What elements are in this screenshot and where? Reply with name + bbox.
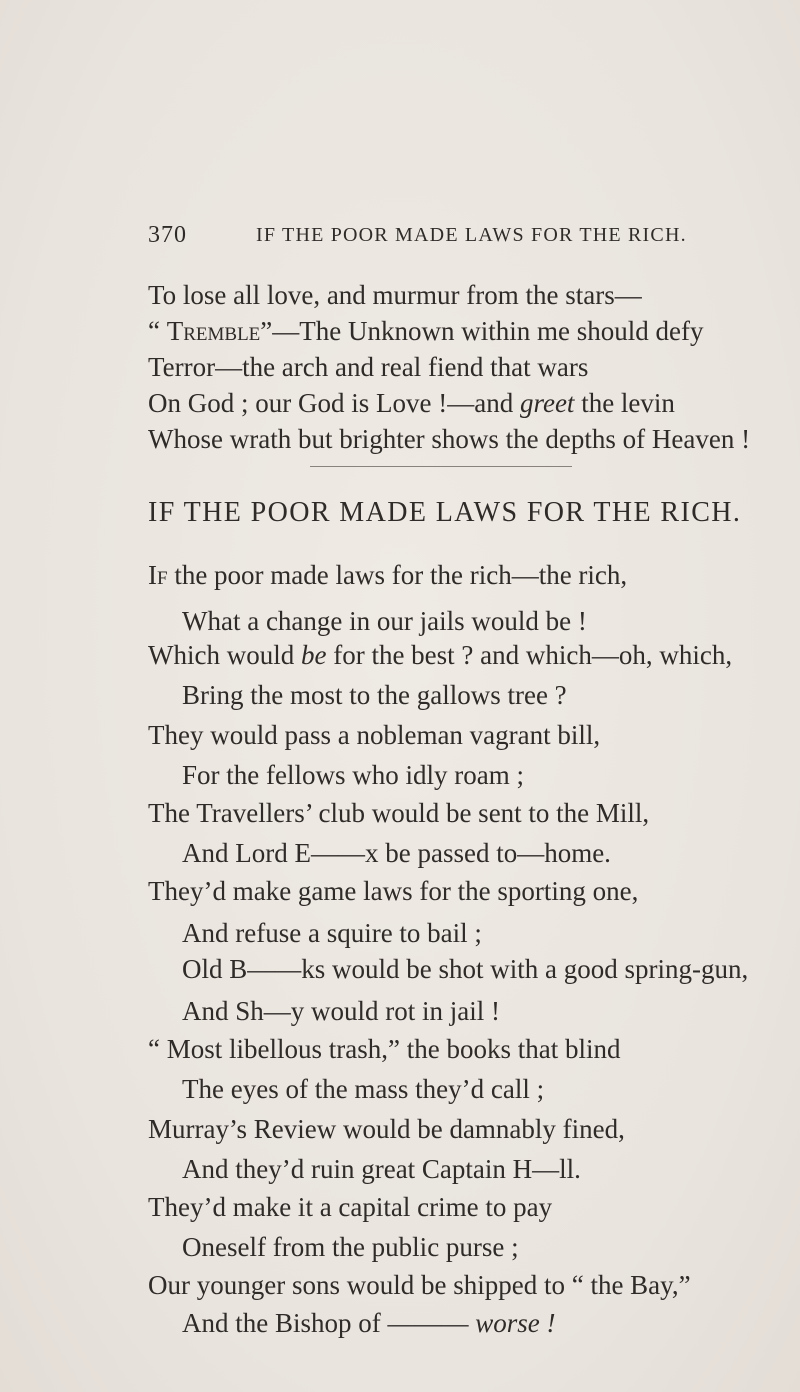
first-word-smallcaps: If bbox=[148, 560, 168, 590]
running-head bbox=[148, 222, 748, 252]
close-quote: ” bbox=[260, 316, 273, 346]
poem-line-20-text: And the Bishop of ——— bbox=[182, 1308, 469, 1338]
section-divider bbox=[310, 466, 572, 467]
be-italic: be bbox=[300, 640, 327, 670]
worse-italic: worse ! bbox=[468, 1308, 556, 1338]
open-quote: “ bbox=[148, 316, 167, 346]
poem-line-6: For the fellows who idly roam ; bbox=[182, 760, 524, 790]
poem-line-2: What a change in our jails would be ! bbox=[182, 606, 587, 636]
poem-line-1 bbox=[148, 562, 627, 589]
poem-line-11: Old B——ks would be shot with a good spring-gun, bbox=[182, 954, 749, 984]
poem-line-1-text: the poor made laws for the rich—the rich, bbox=[167, 560, 628, 590]
prev-poem-line-2-text: —The Unknown within me should defy bbox=[272, 316, 704, 346]
poem-line-16: And they’d ruin great Captain H—ll. bbox=[182, 1154, 581, 1184]
poem-line-3-text: Which would bbox=[148, 640, 301, 670]
poem-line-18: Oneself from the public purse ; bbox=[182, 1232, 519, 1262]
tremble-smallcaps: Tremble bbox=[166, 316, 261, 346]
poem-line-3 bbox=[148, 642, 732, 669]
poem-line-15: Murray’s Review would be damnably fined, bbox=[148, 1114, 625, 1144]
poem-line-7: The Travellers’ club would be sent to the Mill, bbox=[148, 798, 650, 828]
poem-line-10: And refuse a squire to bail ; bbox=[182, 918, 482, 948]
prev-poem-line-2 bbox=[148, 318, 703, 345]
prev-poem-line-1: To lose all love, and murmur from the stars— bbox=[148, 280, 642, 310]
poem-line-9: They’d make game laws for the sporting one, bbox=[148, 876, 639, 906]
greet-italic: greet bbox=[519, 388, 575, 418]
prev-poem-line-4-tail: the levin bbox=[574, 388, 675, 418]
poem-line-14: The eyes of the mass they’d call ; bbox=[182, 1074, 545, 1104]
prev-poem-line-4-text: On God ; our God is Love !—and bbox=[148, 388, 520, 418]
poem-line-19: Our younger sons would be shipped to “ the Bay,” bbox=[148, 1270, 691, 1300]
poem-line-5: They would pass a nobleman vagrant bill, bbox=[148, 720, 601, 750]
poem-line-12: And Sh—y would rot in jail ! bbox=[182, 996, 500, 1026]
poem-line-17: They’d make it a capital crime to pay bbox=[148, 1192, 553, 1222]
prev-poem-line-5: Whose wrath but brighter shows the depths of Heaven ! bbox=[148, 424, 751, 454]
prev-poem-line-4 bbox=[148, 390, 675, 417]
prev-poem-line-3: Terror—the arch and real fiend that wars bbox=[148, 352, 589, 382]
poem-line-20 bbox=[182, 1310, 556, 1337]
poem-line-3-tail: for the best ? and which—oh, which, bbox=[326, 640, 733, 670]
poem-line-4: Bring the most to the gallows tree ? bbox=[182, 680, 567, 710]
poem-line-8: And Lord E——x be passed to—home. bbox=[182, 838, 611, 868]
poem-title: IF THE POOR MADE LAWS FOR THE RICH. bbox=[148, 497, 742, 528]
running-title: IF THE POOR MADE LAWS FOR THE RICH. bbox=[256, 224, 687, 246]
page-number: 370 bbox=[148, 222, 187, 248]
poem-line-13: “ Most libellous trash,” the books that blind bbox=[148, 1034, 621, 1064]
